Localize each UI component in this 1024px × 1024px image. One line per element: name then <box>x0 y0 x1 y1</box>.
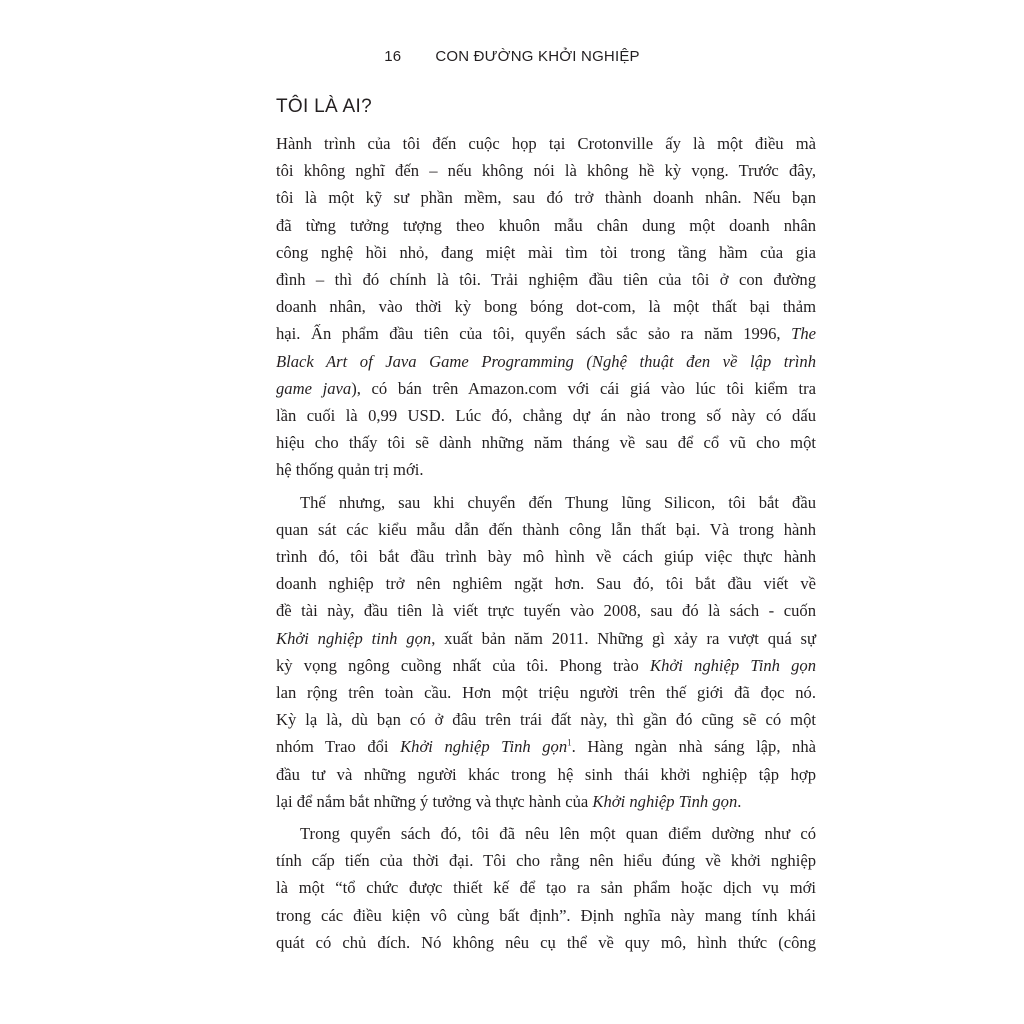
text-line: công nghệ hồi nhỏ, đang miệt mài tìm tòi trong tầng hầm của gia <box>276 242 816 262</box>
text-line: quan sát các kiểu mẫu dẫn đến thành công lẫn thất bại. Và trong hành <box>276 519 816 539</box>
text-line: đầu tư và những người khác trong hệ sinh thái khởi nghiệp tập hợp <box>276 764 816 784</box>
text-line: Thế nhưng, sau khi chuyển đến Thung lũng Silicon, tôi bắt đầu <box>300 492 816 512</box>
text-segment: . <box>737 791 742 811</box>
paragraph-1 <box>276 130 816 484</box>
text-line: doanh nghiệp trở nên nghiêm ngặt hơn. Sau đó, tôi bắt đầu viết về <box>276 574 816 594</box>
text-line: lần cuối là 0,99 USD. Lúc đó, chẳng dự án nào trong số này có dấu <box>276 406 816 426</box>
text-line: doanh nhân, vào thời kỳ bong bóng dot-com, là một thất bại thảm <box>276 297 816 317</box>
text-segment: kỳ vọng ngông cuồng nhất của tôi. Phong trào <box>276 655 651 675</box>
text-line: đình – thì đó chính là tôi. Trải nghiệm đầu tiên của tôi ở con đường <box>276 270 816 290</box>
footnote-marker: 1 <box>567 737 572 748</box>
text-line: trình đó, tôi bắt đầu trình bày mô hình về cách giúp việc thực hành <box>276 547 816 567</box>
text-segment: hại. Ấn phẩm đầu tiên của tôi, quyển sách sắc sảo ra năm 1996, <box>276 324 781 344</box>
text-line: tôi không nghĩ đến – nếu không nói là không hề kỳ vọng. Trước đây, <box>276 161 816 181</box>
text-line: lan rộng trên toàn cầu. Hơn một triệu người trên thế giới đã đọc nó. <box>276 683 816 703</box>
text-line: quát có chủ đích. Nó không nêu cụ thể về quy mô, hình thức (công <box>276 932 816 952</box>
text-segment: , xuất bản năm 2011. Những gì xảy ra vượt quá sự <box>431 628 816 648</box>
book-title-italic: Black Art of Java Game Programming ( <box>276 351 592 371</box>
text-line: Kỳ lạ là, dù bạn có ở đâu trên trái đất này, thì gần đó cũng sẽ có một <box>276 710 816 730</box>
text-line: tính cấp tiến của thời đại. Tôi cho rằng nên hiểu đúng về khởi nghiệp <box>276 851 816 871</box>
text-segment: lại để nắm bắt những ý tưởng và thực hành của <box>276 791 593 811</box>
book-title-translation: game java <box>276 378 352 398</box>
text-line: Hành trình của tôi đến cuộc họp tại Crotonville ấy là một điều mà <box>276 134 816 153</box>
body-text <box>276 130 816 961</box>
text-segment: nhóm Trao đổi <box>276 737 401 757</box>
running-title: CON ĐƯỜNG KHỞI NGHIỆP <box>435 48 640 65</box>
page-number: 16 <box>384 48 402 65</box>
running-header <box>0 48 1024 65</box>
text-line <box>276 788 816 815</box>
text-segment: ), có bán trên Amazon.com với cái giá vào lúc tôi kiểm tra <box>351 378 816 398</box>
text-line: Trong quyển sách đó, tôi đã nêu lên một quan điểm dường như có <box>300 824 816 844</box>
paragraph-3 <box>276 820 816 956</box>
paragraph-2 <box>276 489 816 815</box>
text-segment: . Hàng ngàn nhà sáng lập, nhà <box>571 737 816 757</box>
book-title-italic: Khởi nghiệp tinh gọn <box>276 628 432 648</box>
text-line: tôi là một kỹ sư phần mềm, sau đó trở thành doanh nhân. Nếu bạn <box>276 188 816 208</box>
book-title-italic: The <box>791 324 816 344</box>
text-line <box>276 733 816 760</box>
text-line: hiệu cho thấy tôi sẽ dành những năm tháng về sau để cổ vũ cho một <box>276 433 816 453</box>
text-line <box>276 320 816 347</box>
text-line <box>276 375 816 402</box>
text-line: là một “tổ chức được thiết kế để tạo ra sản phẩm hoặc dịch vụ mới <box>276 878 816 898</box>
text-line <box>276 625 816 652</box>
text-line <box>276 652 816 679</box>
text-line: đã từng tưởng tượng theo khuôn mẫu chân dung một doanh nhân <box>276 215 816 235</box>
section-title: TÔI LÀ AI? <box>276 96 372 117</box>
text-line <box>276 348 816 375</box>
book-title-italic: Khởi nghiệp Tinh gọn <box>400 737 568 757</box>
text-line: hệ thống quản trị mới. <box>276 460 424 480</box>
book-title-italic: Khởi nghiệp Tinh gọn <box>650 655 816 675</box>
text-line: đề tài này, đầu tiên là viết trực tuyến vào 2008, sau đó là sách - cuốn <box>276 601 816 621</box>
text-line: trong các điều kiện vô cùng bất định”. Định nghĩa này mang tính khái <box>276 905 816 925</box>
book-title-italic: Khởi nghiệp Tinh gọn <box>592 791 738 811</box>
book-title-translation: Nghệ thuật đen về lập trình <box>591 351 816 371</box>
